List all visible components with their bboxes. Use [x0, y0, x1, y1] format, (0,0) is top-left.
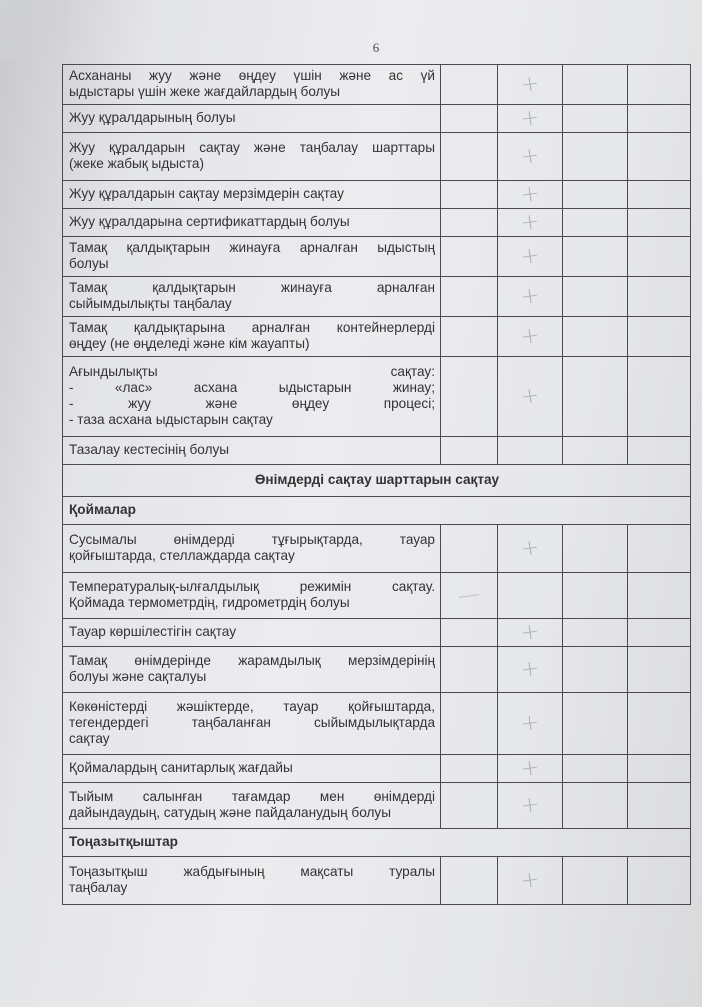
handwritten-mark: +	[519, 322, 541, 350]
handwritten-mark: +	[519, 866, 541, 894]
mark-cell	[563, 783, 628, 829]
mark-cell	[441, 437, 498, 465]
checklist-item-line: болуы	[69, 256, 109, 271]
mark-cell	[628, 647, 691, 693]
checklist-item-line: таңбалау	[69, 880, 128, 895]
mark-cell	[563, 357, 628, 437]
table-row	[63, 105, 691, 133]
checklist-item-line: қойғыштарда, стеллаждарда сақтау	[69, 548, 295, 563]
mark-cell	[441, 783, 498, 829]
table-row	[63, 357, 691, 437]
mark-cell	[441, 693, 498, 755]
table-row	[63, 277, 691, 317]
mark-cell	[498, 573, 563, 619]
mark-cell	[441, 209, 498, 237]
checklist-item-line: Қоймада термометрдің, гидрометрдің болуы	[69, 595, 350, 610]
table-row	[63, 573, 691, 619]
mark-cell	[498, 619, 563, 647]
checklist-item	[63, 277, 441, 317]
page-corner-shadow	[0, 0, 70, 60]
handwritten-mark: +	[519, 104, 541, 132]
handwritten-mark: +	[519, 534, 541, 562]
mark-cell	[563, 237, 628, 277]
mark-cell	[563, 317, 628, 357]
checklist-item-line: Сусымалы өнімдерді тұғырықтарда, тауар	[69, 532, 435, 547]
checklist-item-line: Асхананы жуу және өңдеу үшін және ас үй	[69, 68, 435, 83]
handwritten-mark: +	[519, 791, 541, 819]
checklist-item	[63, 437, 441, 465]
table-row	[63, 317, 691, 357]
mark-cell	[628, 573, 691, 619]
mark-cell	[628, 65, 691, 105]
handwritten-mark: +	[519, 180, 541, 208]
mark-cell	[498, 133, 563, 181]
handwritten-mark: +	[519, 242, 541, 270]
mark-cell	[498, 647, 563, 693]
checklist-item-line: Тамақ қалдықтарына арналған контейнерлерді	[69, 320, 435, 335]
checklist-item-line: Тыйым салынған тағамдар мен өнімдерді	[69, 789, 435, 804]
checklist-item-line: тегендердегі таңбаланған сыйымдылықтарда	[69, 715, 435, 730]
checklist-item	[63, 857, 441, 905]
checklist-item	[63, 647, 441, 693]
checklist-item	[63, 783, 441, 829]
table-row	[63, 465, 691, 497]
checklist-item	[63, 209, 441, 237]
table-row	[63, 857, 691, 905]
checklist-item	[63, 357, 441, 437]
mark-cell	[441, 573, 498, 619]
mark-cell	[498, 317, 563, 357]
mark-cell	[498, 209, 563, 237]
mark-cell	[628, 237, 691, 277]
mark-cell	[628, 525, 691, 573]
mark-cell	[628, 105, 691, 133]
mark-cell	[498, 783, 563, 829]
checklist-item	[63, 237, 441, 277]
mark-cell	[498, 181, 563, 209]
mark-cell	[498, 857, 563, 905]
mark-cell	[441, 237, 498, 277]
checklist-item	[63, 755, 441, 783]
mark-cell	[563, 133, 628, 181]
mark-cell	[441, 755, 498, 783]
mark-cell	[563, 857, 628, 905]
mark-cell	[498, 437, 563, 465]
mark-cell	[628, 209, 691, 237]
subsection-heading: Қоймалар	[63, 497, 691, 525]
handwritten-mark: +	[519, 618, 541, 646]
checklist-item-line: - «лас» асхана ыдыстарын жинау;	[69, 380, 435, 395]
checklist-item-line: Тауар көршілестігін сақтау	[69, 624, 237, 639]
mark-cell	[441, 857, 498, 905]
table-row	[63, 525, 691, 573]
mark-cell	[441, 647, 498, 693]
mark-cell	[441, 181, 498, 209]
mark-cell	[498, 693, 563, 755]
mark-cell	[563, 647, 628, 693]
subsection-heading: Тоңазытқыштар	[63, 829, 691, 857]
checklist-item-line: Жуу құралдарын сақтау және таңбалау шарттары	[69, 140, 435, 155]
mark-cell	[563, 181, 628, 209]
mark-cell	[563, 693, 628, 755]
checklist-item-line: - таза асхана ыдыстарын сақтау	[69, 412, 273, 427]
table-row	[63, 647, 691, 693]
checklist-item-line: дайындаудың, сатудың және пайдаланудың болуы	[69, 805, 391, 820]
table-row	[63, 829, 691, 857]
table-row	[63, 693, 691, 755]
checklist-item-line: сыйымдылықты таңбалау	[69, 296, 232, 311]
mark-cell	[628, 133, 691, 181]
mark-cell	[628, 277, 691, 317]
handwritten-mark: +	[519, 70, 541, 98]
mark-cell	[563, 525, 628, 573]
mark-cell	[563, 573, 628, 619]
checklist-item	[63, 317, 441, 357]
checklist-item-line: Тазалау кестесінің болуы	[69, 442, 230, 457]
table-row	[63, 237, 691, 277]
checklist-item-line: Температуралық-ылғалдылық режимін сақтау.	[69, 579, 435, 594]
handwritten-mark: +	[519, 655, 541, 683]
section-heading: Өнімдерді сақтау шарттарын сақтау	[63, 465, 691, 497]
mark-cell	[498, 105, 563, 133]
checklist-item-line: Ағындылықты сақтау:	[69, 364, 435, 379]
table-row	[63, 619, 691, 647]
checklist-item-line: Көкөністерді жәшіктерде, тауар қойғыштарда,	[69, 699, 435, 714]
mark-cell	[441, 133, 498, 181]
mark-cell	[628, 317, 691, 357]
mark-cell	[628, 437, 691, 465]
mark-cell	[498, 525, 563, 573]
mark-cell	[441, 105, 498, 133]
mark-cell	[441, 619, 498, 647]
mark-cell	[563, 209, 628, 237]
mark-cell	[498, 357, 563, 437]
checklist-item-line: Тамақ өнімдерінде жарамдылық мерзімдерінің	[69, 653, 435, 668]
checklist-item-line: Жуу құралдарының болуы	[69, 110, 236, 125]
mark-cell	[441, 65, 498, 105]
mark-cell	[628, 783, 691, 829]
mark-cell	[563, 277, 628, 317]
checklist-item-line: Тамақ қалдықтарын жинауға арналған	[69, 280, 435, 295]
checklist-item-line: сақтау	[69, 731, 110, 746]
mark-cell	[563, 755, 628, 783]
mark-cell	[563, 437, 628, 465]
table-row	[63, 437, 691, 465]
table-row	[63, 755, 691, 783]
table-row	[63, 497, 691, 525]
mark-cell	[628, 619, 691, 647]
checklist-item	[63, 133, 441, 181]
checklist-item-line: - жуу және өңдеу процесі;	[69, 396, 435, 411]
mark-cell	[498, 237, 563, 277]
checklist-item-line: Тамақ қалдықтарын жинауға арналған ыдыстың	[69, 240, 435, 255]
checklist-item-line: өңдеу (не өңделеді және кім жауапты)	[69, 336, 310, 351]
checklist-item-line: Қоймалардың санитарлық жағдайы	[69, 760, 293, 775]
page-number: 6	[372, 40, 380, 55]
mark-cell	[628, 357, 691, 437]
mark-cell	[563, 65, 628, 105]
checklist-item	[63, 573, 441, 619]
checklist-item-line: Тоңазытқыш жабдығының мақсаты туралы	[69, 864, 435, 879]
checklist-item	[63, 693, 441, 755]
mark-cell	[498, 755, 563, 783]
mark-cell	[563, 619, 628, 647]
table-row	[63, 181, 691, 209]
table-row	[63, 65, 691, 105]
mark-cell	[563, 105, 628, 133]
mark-cell	[628, 181, 691, 209]
handwritten-mark: +	[519, 142, 541, 170]
checklist-item-line: болуы және сақталуы	[69, 669, 207, 684]
mark-cell	[441, 525, 498, 573]
mark-cell	[441, 317, 498, 357]
handwritten-mark: +	[519, 282, 541, 310]
mark-cell	[498, 277, 563, 317]
table-row	[63, 133, 691, 181]
mark-cell	[498, 65, 563, 105]
table-row	[63, 209, 691, 237]
handwritten-mark: —	[456, 581, 482, 609]
mark-cell	[628, 755, 691, 783]
handwritten-mark: +	[519, 754, 541, 782]
table-row	[63, 783, 691, 829]
mark-cell	[441, 357, 498, 437]
checklist-item	[63, 65, 441, 105]
checklist-item	[63, 619, 441, 647]
checklist-item-line: Жуу құралдарына сертификаттардың болуы	[69, 214, 350, 229]
handwritten-mark: +	[519, 709, 541, 737]
checklist-table	[62, 64, 691, 905]
checklist-item-line: (жеке жабық ыдыста)	[69, 156, 204, 171]
mark-cell	[628, 693, 691, 755]
checklist-item	[63, 181, 441, 209]
checklist-item-line: ыдыстары үшін жеке жағдайлардың болуы	[69, 84, 341, 99]
mark-cell	[441, 277, 498, 317]
handwritten-mark: +	[519, 208, 541, 236]
checklist-item	[63, 105, 441, 133]
checklist-item-line: Жуу құралдарын сақтау мерзімдерін сақтау	[69, 186, 344, 201]
checklist-item	[63, 525, 441, 573]
handwritten-mark: +	[519, 382, 541, 410]
mark-cell	[628, 857, 691, 905]
